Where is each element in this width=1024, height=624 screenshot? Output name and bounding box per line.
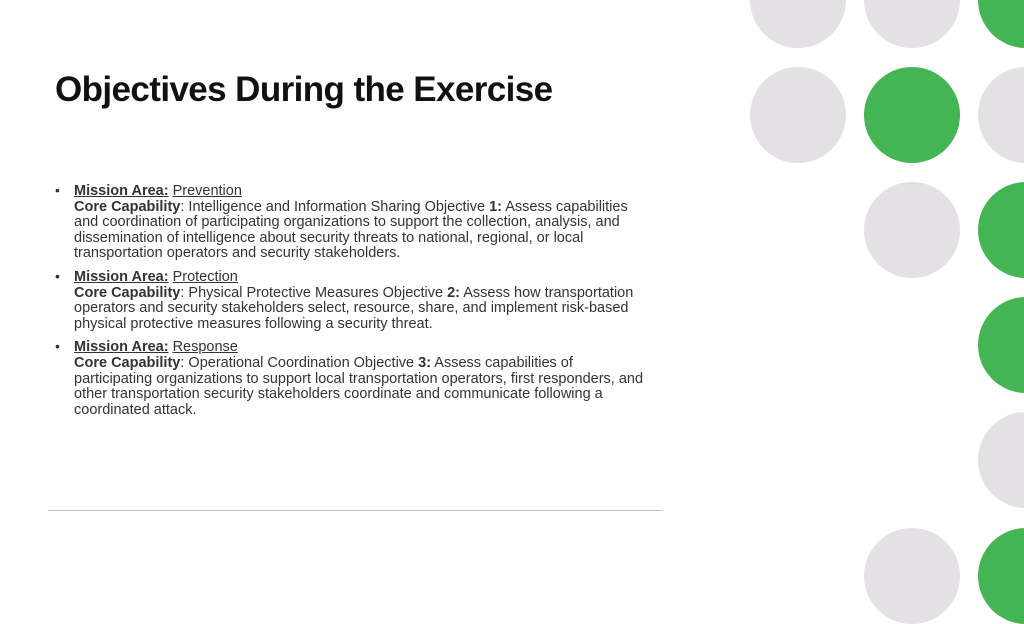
core-capability-text: : Operational Coordination Objective	[180, 354, 419, 371]
decorative-circle	[864, 0, 960, 48]
bullet-icon: •	[55, 267, 60, 284]
objective-item-1	[55, 184, 645, 262]
decorative-circle	[978, 528, 1024, 624]
divider-line	[48, 510, 663, 511]
bullet-icon: •	[55, 182, 60, 198]
core-capability-label: Core Capability	[74, 284, 181, 301]
decorative-circle	[978, 412, 1024, 508]
decorative-circle	[978, 67, 1024, 163]
mission-area-label: Mission Area:	[74, 268, 169, 285]
objective-number: 3:	[418, 354, 432, 371]
mission-area-value: Response	[172, 339, 238, 356]
objective-item-3	[55, 340, 645, 418]
decorative-circle	[978, 182, 1024, 278]
mission-area-value: Protection	[172, 268, 238, 285]
decorative-circle	[750, 0, 846, 48]
core-capability-label: Core Capability	[74, 354, 181, 371]
slide-title: Objectives During the Exercise	[55, 70, 553, 109]
decorative-circle	[864, 528, 960, 624]
objective-description: Assess how transportation operators and security stakeholders select, resource, share, and implement risk-based physical protective measures following a security threat.	[74, 284, 634, 332]
decorative-circle	[978, 297, 1024, 393]
mission-area-label: Mission Area:	[74, 183, 169, 199]
objective-description: Assess capabilities and coordination of participating organizations to support the collection, analysis, and dissemination of intelligence about security threats to national, regional, or local transportation operators and security stakeholders.	[74, 198, 628, 262]
core-capability-label: Core Capability	[74, 198, 181, 215]
objective-number: 1:	[489, 198, 502, 215]
decorative-circle	[864, 182, 960, 278]
objective-item-2	[55, 267, 645, 332]
decorative-circle	[750, 67, 846, 163]
decorative-circle	[978, 0, 1024, 48]
objective-description: Assess capabilities of participating organizations to support local transportation operators, first responders, and other transportation security stakeholders coordinate and communicate following a coordinated attack.	[74, 354, 644, 418]
objectives-list	[55, 184, 645, 426]
core-capability-text: : Physical Protective Measures Objective	[180, 284, 448, 301]
mission-area-label: Mission Area:	[74, 339, 169, 356]
core-capability-text: : Intelligence and Information Sharing Objective	[180, 198, 490, 215]
bullet-icon: •	[55, 338, 60, 355]
mission-area-value: Prevention	[172, 183, 242, 199]
objective-number: 2:	[447, 284, 461, 301]
decorative-circle	[864, 67, 960, 163]
